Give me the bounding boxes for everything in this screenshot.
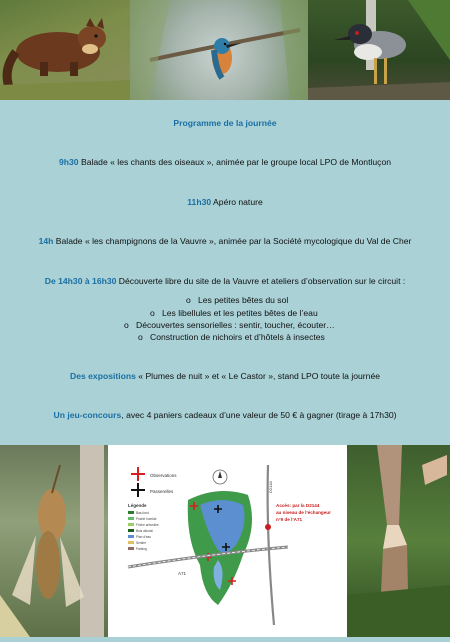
- photo-beaver-gnawed-tree: [347, 445, 450, 637]
- bullet-marker: o: [124, 320, 129, 330]
- list-item-text: Les libellules et les petites bêtes de l’eau: [162, 308, 318, 318]
- photo-pine-marten: [0, 0, 130, 100]
- program-item-time: 9h30: [58, 157, 79, 167]
- program-section: [0, 100, 450, 445]
- contest-label: Un jeu-concours: [53, 410, 122, 420]
- bullet-marker: o: [138, 332, 143, 342]
- site-map: [108, 445, 347, 637]
- legend-item: Sentier: [136, 541, 147, 545]
- legend-item: Friche arbustive: [136, 523, 159, 527]
- expositions-label: Des expositions: [69, 371, 136, 381]
- contest-text: , avec 4 paniers cadeaux d’une valeur de 50 € à gagner (tirage à 17h30): [121, 410, 397, 420]
- program-item-time: 11h30: [187, 197, 212, 207]
- legend-observations: [131, 467, 177, 481]
- list-item-text: Découvertes sensorielles : sentir, toucher, écouter…: [136, 320, 335, 330]
- program-item-discovery: [0, 276, 450, 286]
- access-point-icon: [265, 524, 271, 530]
- program-item-time: De 14h30 à 16h30: [44, 276, 117, 286]
- legend-observations-label: Observations: [150, 473, 177, 478]
- site-map-drawing: [108, 445, 347, 637]
- program-item-text: Découverte libre du site de la Vauvre et ateliers d’observation sur le circuit :: [116, 276, 406, 286]
- access-line-2: au niveau de l’échangeur: [276, 510, 331, 515]
- list-item-text: Construction de nichoirs et d’hôtels à insectes: [150, 332, 325, 342]
- legend-item: Bois alluvial: [136, 529, 153, 533]
- legend-title: Légende: [128, 503, 147, 508]
- top-photo-strip: [0, 0, 450, 100]
- access-line-3: n°9 de l’A71: [276, 517, 303, 522]
- program-item-apero: [0, 197, 450, 207]
- program-item-text: Balade « les chants des oiseaux », animée par le groupe local LPO de Montluçon: [78, 157, 392, 167]
- dragonfly-illustration: [0, 445, 108, 637]
- red-cross-icon: [131, 467, 145, 481]
- legend-item: Plan d’eau: [136, 535, 152, 539]
- bottom-strip: [0, 445, 450, 637]
- black-cross-icon: [131, 483, 145, 497]
- program-item-text: Balade « les champignons de la Vauvre », animée par la Société mycologique du Val de Cher: [53, 236, 412, 246]
- photo-dragonfly-exuvia: [0, 445, 108, 637]
- program-item-text: Apéro nature: [211, 197, 263, 207]
- photo-night-heron: [308, 0, 450, 100]
- program-item-time: 14h: [38, 236, 54, 246]
- program-expositions: [0, 371, 450, 381]
- list-item: [186, 295, 288, 305]
- legend-item: Parking: [136, 547, 147, 551]
- program-title: Programme de la journée: [173, 118, 277, 128]
- expositions-text: « Plumes de nuit » et « Le Castor », stand LPO toute la journée: [135, 371, 381, 381]
- kingfisher-illustration: [130, 0, 308, 100]
- access-line-1: Accès: par la D2144: [276, 503, 320, 508]
- beaver-tree-illustration: [347, 445, 450, 637]
- list-item: [124, 320, 335, 330]
- road-d2144-label: D2144: [268, 481, 273, 493]
- legend-swatches: [128, 511, 159, 551]
- pine-marten-illustration: [0, 0, 130, 100]
- photo-kingfisher: [130, 0, 308, 100]
- program-item-mushrooms: [0, 236, 450, 246]
- legend-item: Prairie humide: [136, 517, 157, 521]
- legend-passerelles-label: Passerelles: [150, 489, 174, 494]
- road-a71-label: A71: [178, 571, 187, 576]
- bullet-marker: o: [150, 308, 155, 318]
- program-contest: [0, 410, 450, 420]
- list-item: [138, 332, 325, 342]
- list-item: [150, 308, 318, 318]
- legend-item: Bas-fond: [136, 511, 149, 515]
- legend-passerelles: [131, 483, 174, 497]
- bullet-marker: o: [186, 295, 191, 305]
- list-item-text: Les petites bêtes du sol: [198, 295, 289, 305]
- program-item-birdsong: [0, 157, 450, 167]
- night-heron-illustration: [308, 0, 450, 100]
